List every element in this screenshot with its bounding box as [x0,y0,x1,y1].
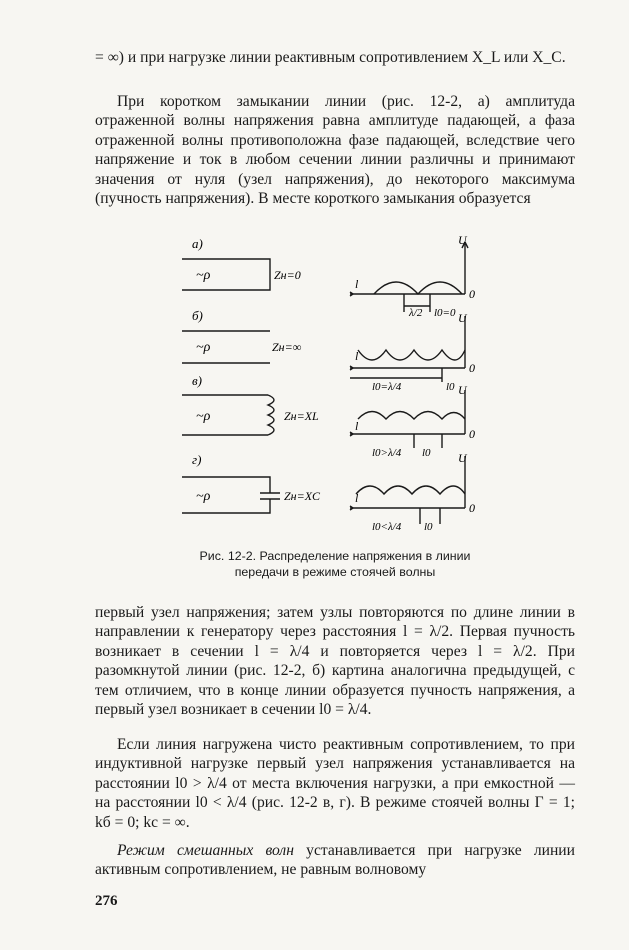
annot-l0-lambda4: l0=λ/4 [372,381,402,393]
axis-u-v: U [458,383,467,397]
paragraph-4-text: Если линия нагружена чисто реактивным сопротивлением, то при индуктивной нагрузке первый узел напряжения устанавливается на расстоянии l0 > λ/4 от места включения нагрузки, а при емкостной — на расстоянии l0 < λ/4 (рис. 12-2 в, г). В режиме стоячей волны Γ = 1; kб = 0; kс = ∞. [95,736,575,831]
page-number: 276 [95,893,118,909]
annot-l0-gt: l0>λ/4 [372,447,402,459]
load-g: Zн=XC [284,489,321,503]
paragraph-1: = ∞) и при нагрузке линии реактивным сопротивлением X_L или X_C. [95,49,566,66]
axis-l-g: l [355,491,359,505]
axis-u-a: U [458,233,467,247]
source-v: ~ρ [196,409,211,424]
source-g: ~ρ [196,489,211,504]
annot-l0-v: l0 [422,447,431,459]
paragraph-5-text: устанавливается при нагрузке линии активным сопротивлением, не равным волновому [95,842,576,879]
paragraph-4 [95,735,575,832]
annot-l0-g: l0 [424,521,433,533]
source-b: ~ρ [196,340,211,355]
label-a: а) [192,236,203,251]
label-g: г) [192,452,202,467]
zero-b: 0 [469,361,475,375]
load-b: Zн=∞ [272,340,302,354]
label-v: в) [192,373,202,388]
annot-l0-lt: l0<λ/4 [372,521,402,533]
axis-l-a: l [355,277,359,291]
zero-g: 0 [469,501,475,515]
load-v: Zн=XL [284,409,319,423]
figure-caption: Рис. 12-2. Распределение напряжения в линии передачи в режиме стоячей волны [199,549,471,579]
figure-12-2 [160,232,490,552]
label-b: б) [192,308,203,323]
zero-a: 0 [469,287,475,301]
paragraph-2 [95,92,575,208]
axis-l-b: l [355,349,359,363]
paragraph-5 [95,841,575,880]
italic-term: Режим смешанных волн [117,842,294,859]
paragraph-3: первый узел напряжения; затем узлы повторяются по длине линии в направлении к генератору через расстояния l = λ/2. Первая пучность возникает в сечении l = λ/4 и повторяется через l = λ/2. При разомкнутой линии (рис. 12-2, б) картина аналогична предыдущей, с тем отличием, что в конце линии образуется пучность напряжения, а первый узел возникает в сечении l0 = λ/4. [95,604,575,719]
axis-l-v: l [355,419,359,433]
axis-u-g: U [458,451,467,465]
load-a: Zн=0 [274,268,301,282]
axis-u-b: U [458,311,467,325]
zero-v: 0 [469,427,475,441]
paragraph-2-text: При коротком замыкании линии (рис. 12-2, а) амплитуда отраженной волны напряжения равна амплитуде падающей, а фаза отраженной волны противоположна фазе падающей, вследствие чего напряжение и ток в любом сечении линии различны и принимают значения от нуля (узел напряжения), до некоторого максимума (пучность напряжения). В месте короткого замыкания образуется [95,93,575,208]
annot-l0-zero: l0=0 [434,307,456,319]
annot-lambda-half: λ/2 [409,307,423,319]
figure-svg [160,232,490,552]
source-a: ~ρ [196,268,211,283]
annot-l0-b: l0 [446,381,455,393]
